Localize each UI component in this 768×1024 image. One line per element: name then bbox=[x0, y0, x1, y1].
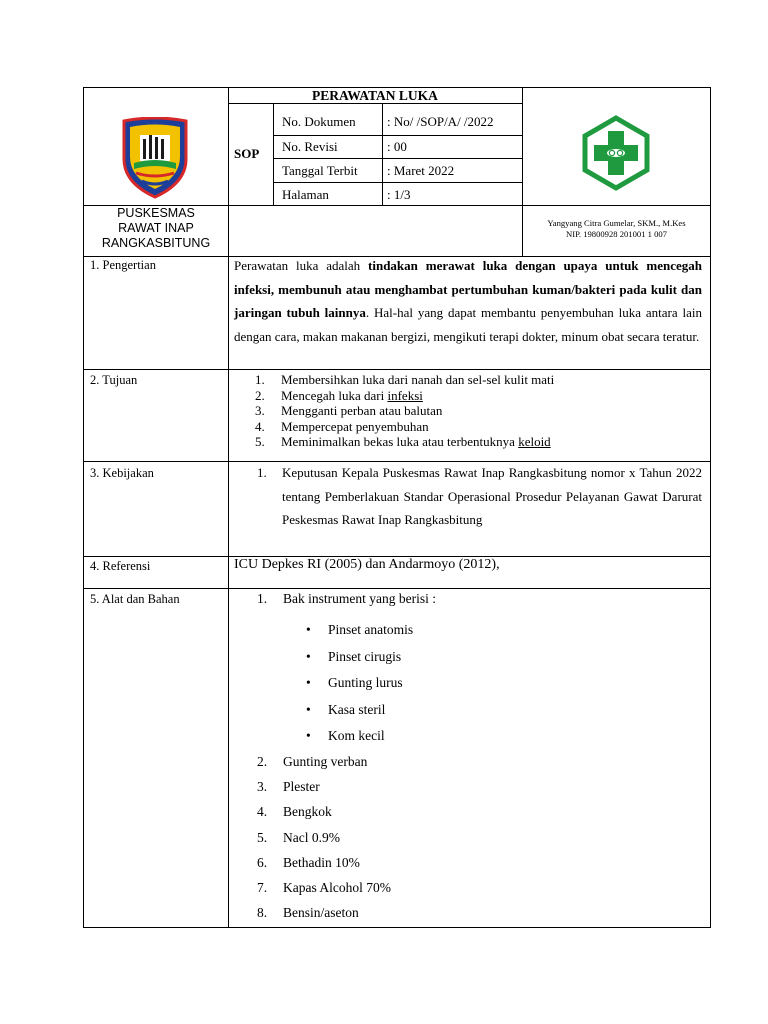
signer-block bbox=[523, 218, 710, 240]
pengertian-text-part1: Perawatan luka adalah bbox=[234, 258, 369, 273]
bullet-item: • Kom kecil bbox=[306, 728, 385, 743]
list-text: Mengganti perban atau balutan bbox=[281, 403, 443, 418]
list-text-underlined: keloid bbox=[518, 434, 551, 449]
bullet-item: • Gunting lurus bbox=[306, 675, 403, 690]
bullet-text: Kom kecil bbox=[328, 728, 385, 743]
list-item bbox=[255, 388, 554, 404]
list-text: Gunting verban bbox=[283, 754, 368, 769]
field-value-no-dokumen: : No/ /SOP/A/ /2022 bbox=[387, 114, 494, 129]
pengertian-text bbox=[234, 254, 702, 348]
bullet-text: Gunting lurus bbox=[328, 675, 403, 690]
pengertian-text-part2: . Hal-hal yang dapat membantu penyembuhan luka antara lain dengan cara, makan makanan bergizi, mengikuti terapi dokter, minum obat secara teratur. bbox=[234, 305, 703, 344]
list-number: 3. bbox=[257, 779, 268, 795]
list-number: 3. bbox=[255, 403, 265, 418]
org-line-3: RANGKASBITUNG bbox=[101, 236, 211, 250]
org-line-1: PUSKESMAS bbox=[117, 206, 195, 220]
list-text: Membersihkan luka dari nanah dan sel-sel kulit mati bbox=[281, 372, 555, 387]
list-number: 6. bbox=[257, 854, 268, 870]
field-label-no-dokumen: No. Dokumen bbox=[282, 114, 356, 129]
list-text: Bak instrument yang berisi : bbox=[283, 591, 436, 606]
section-label-pengertian: 1. Pengertian bbox=[90, 258, 156, 272]
list-text: Bensin/aseton bbox=[283, 905, 359, 921]
list-number: 2. bbox=[255, 387, 265, 403]
signer-nip: NIP. 19800928 201001 1 007 bbox=[566, 229, 667, 239]
alat-item-1 bbox=[257, 591, 436, 607]
org-line-2: RAWAT INAP bbox=[118, 221, 194, 235]
list-item bbox=[257, 825, 391, 850]
bullet-item: • Kasa steril bbox=[306, 701, 386, 717]
list-item bbox=[257, 875, 391, 900]
document-title: PERAWATAN LUKA bbox=[312, 88, 438, 103]
section-label-alat-dan-bahan: 5. Alat dan Bahan bbox=[90, 592, 180, 606]
list-text: Meminimalkan bekas luka atau terbentuknya bbox=[281, 434, 519, 449]
bullet-text: Pinset anatomis bbox=[328, 622, 414, 637]
list-number: 4. bbox=[255, 418, 265, 434]
list-text: Kapas Alcohol 70% bbox=[283, 880, 391, 896]
bullet-text: Pinset cirugis bbox=[328, 648, 402, 664]
regional-crest-logo bbox=[120, 117, 190, 199]
list-number: 7. bbox=[257, 880, 268, 896]
list-number: 2. bbox=[257, 754, 268, 769]
list-number: 1. bbox=[255, 372, 265, 387]
tujuan-list bbox=[255, 372, 554, 450]
section-label-kebijakan: 3. Kebijakan bbox=[90, 466, 154, 480]
bullet-item: • Pinset cirugis bbox=[306, 648, 402, 664]
signer-name: Yangyang Citra Gumelar, SKM., M.Kes bbox=[547, 218, 686, 228]
list-text: Bengkok bbox=[283, 804, 332, 820]
organization-name bbox=[84, 206, 228, 251]
list-text: Plester bbox=[283, 779, 320, 795]
list-item bbox=[257, 749, 391, 774]
field-label-halaman: Halaman bbox=[282, 187, 329, 202]
list-number: 8. bbox=[257, 905, 268, 921]
alat-bullet-list bbox=[306, 617, 413, 750]
alat-numbered-list bbox=[257, 749, 391, 925]
bullet-item: • Pinset anatomis bbox=[306, 622, 414, 637]
field-label-no-revisi: No. Revisi bbox=[282, 139, 338, 154]
list-text-underlined: infeksi bbox=[387, 387, 423, 403]
sop-label: SOP bbox=[234, 146, 260, 161]
list-item bbox=[257, 774, 391, 799]
list-number: 4. bbox=[257, 804, 268, 820]
kebijakan-number: 1. bbox=[257, 465, 267, 480]
field-value-no-revisi: : 00 bbox=[387, 139, 407, 154]
list-item bbox=[255, 419, 554, 435]
list-number: 1. bbox=[257, 591, 268, 606]
list-number: 5. bbox=[257, 829, 268, 845]
referensi-text: ICU Depkes RI (2005) dan Andarmoyo (2012), bbox=[234, 557, 500, 572]
list-item bbox=[255, 403, 554, 419]
list-item bbox=[255, 372, 554, 388]
list-text: Bethadin 10% bbox=[283, 854, 360, 870]
list-item bbox=[257, 900, 391, 925]
list-item bbox=[255, 434, 554, 450]
bullet-text: Kasa steril bbox=[328, 701, 386, 717]
list-text: Mempercepat penyembuhan bbox=[281, 418, 429, 434]
pengertian-text-bold: tindakan merawat luka dengan upaya untuk mencegah infeksi, membunuh atau menghambat pertumbuhan kuman/bakteri pada kulit dan jaringan tubuh lainnya bbox=[234, 258, 702, 320]
field-label-tanggal-terbit: Tanggal Terbit bbox=[282, 163, 358, 178]
field-value-halaman: : 1/3 bbox=[387, 187, 411, 202]
list-text: Mencegah luka dari bbox=[281, 387, 388, 403]
list-text: Nacl 0.9% bbox=[283, 829, 340, 845]
puskesmas-logo bbox=[581, 115, 651, 191]
list-number: 5. bbox=[255, 434, 265, 449]
section-label-referensi: 4. Referensi bbox=[90, 559, 151, 573]
list-item bbox=[257, 799, 391, 824]
section-label-tujuan: 2. Tujuan bbox=[90, 373, 138, 387]
field-value-tanggal-terbit: : Maret 2022 bbox=[387, 163, 455, 178]
kebijakan-text: Keputusan Kepala Puskesmas Rawat Inap Rangkasbitung nomor x Tahun 2022 tentang Pemberlakuan Standar Operasional Prosedur Pelayanan Gawat Darurat Peskesmas Rawat Inap Rangkasbitung bbox=[282, 465, 702, 527]
list-item bbox=[257, 850, 391, 875]
